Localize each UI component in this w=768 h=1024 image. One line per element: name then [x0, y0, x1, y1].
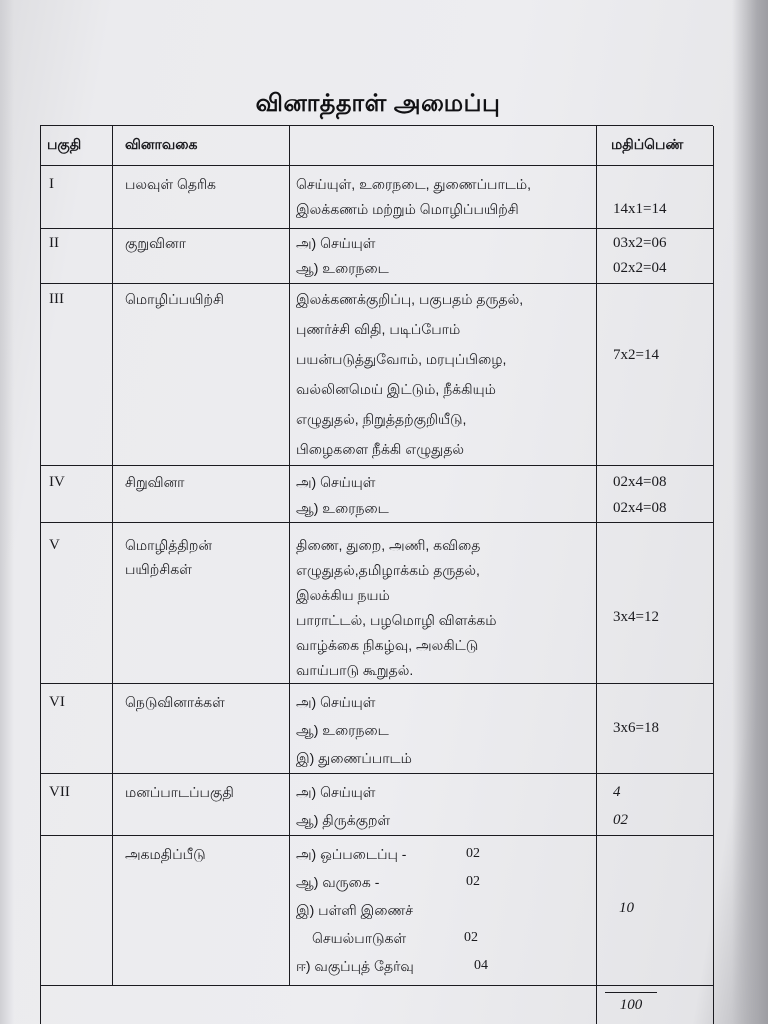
row-1-content-line: செய்யுள், உரைநடை, துணைப்பாடம்,	[296, 176, 532, 192]
row-5-type-line: மொழித்திறன்	[125, 537, 212, 553]
row-4-content-line: அ) செய்யுள்	[296, 474, 376, 490]
row-7-marks	[597, 774, 714, 836]
total-row-blank	[41, 986, 597, 1024]
row-3-type-line: மொழிப்பயிற்சி	[125, 291, 224, 307]
row-5-content-line: வாய்பாடு கூறுதல்.	[296, 662, 414, 678]
row-1-content-line: இலக்கணம் மற்றும் மொழிப்பயிற்சி	[296, 201, 519, 217]
row-4-marks-line: 02x4=08	[613, 500, 667, 516]
row-2-content	[290, 229, 597, 284]
row-5-content-line: பாராட்டல், பழமொழி விளக்கம்	[296, 612, 497, 628]
internal-assessment-value: 02	[464, 930, 478, 945]
row-2-type	[113, 229, 290, 284]
row-3-part: III	[41, 284, 113, 466]
total-cell	[597, 986, 714, 1024]
page-title: வினாத்தாள் அமைப்பு	[255, 90, 501, 117]
internal-assessment-item	[296, 896, 596, 924]
row-6-type-line: நெடுவினாக்கள்	[125, 694, 225, 710]
row-4-content-line: ஆ) உரைநடை	[296, 500, 389, 516]
row-5-content-line: வாழ்க்கை நிகழ்வு, அலகிட்டு	[296, 637, 479, 653]
row-4-type-line: சிறுவினா	[125, 474, 185, 490]
internal-assessment-item	[296, 868, 596, 896]
row-5-marks-line: 3x4=12	[613, 609, 659, 625]
row-8-marks	[597, 836, 714, 986]
row-7-marks-line: 02	[613, 812, 628, 828]
page-edge-shadow-right	[732, 0, 768, 1024]
row-6-content-line: இ) துணைப்பாடம்	[296, 750, 412, 766]
row-3-content-line: இலக்கணக்குறிப்பு, பகுபதம் தருதல்,	[296, 291, 524, 307]
row-6-part: VI	[41, 684, 113, 774]
internal-assessment-value: 02	[466, 846, 480, 861]
row-4-marks-line: 02x4=08	[613, 474, 667, 490]
row-6-content-line: ஆ) உரைநடை	[296, 722, 389, 738]
row-2-part: II	[41, 229, 113, 284]
row-8-marks-line: 10	[619, 900, 634, 916]
row-2-marks-line: 02x2=04	[613, 260, 667, 276]
row-3-content-line: புணர்ச்சி விதி, படிப்போம்	[296, 321, 461, 337]
row-4-content	[290, 466, 597, 523]
row-3-type	[113, 284, 290, 466]
row-2-marks	[597, 229, 714, 284]
row-7-content-line: அ) செய்யுள்	[296, 784, 376, 800]
internal-assessment-label: இ) பள்ளி இணைச்	[296, 902, 414, 918]
row-5-content	[290, 523, 597, 684]
row-5-type-line: பயிற்சிகள்	[125, 561, 192, 577]
row-1-marks-line: 14x1=14	[613, 201, 667, 217]
row-3-content-line: எழுதுதல், நிறுத்தற்குறியீடு,	[296, 411, 467, 427]
internal-assessment-label: செயல்பாடுகள்	[312, 930, 407, 946]
total-marks: 100	[605, 992, 657, 1017]
row-1-type-line: பலவுள் தெரிக	[125, 176, 217, 192]
row-4-part: IV	[41, 466, 113, 523]
row-1-part: I	[41, 166, 113, 229]
row-3-content-line: வல்லினமெய் இட்டும், நீக்கியும்	[296, 381, 496, 397]
row-3-marks-line: 7x2=14	[613, 347, 659, 363]
row-5-part: V	[41, 523, 113, 684]
internal-assessment-item	[296, 924, 596, 952]
row-1-type	[113, 166, 290, 229]
row-7-type-line: மனப்பாடப்பகுதி	[125, 784, 234, 800]
header-question-type: வினாவகை	[113, 126, 290, 166]
row-2-marks-line: 03x2=06	[613, 235, 667, 251]
row-7-content-line: ஆ) திருக்குறள்	[296, 812, 391, 828]
internal-assessment-value: 02	[466, 874, 480, 889]
row-4-type	[113, 466, 290, 523]
row-3-marks	[597, 284, 714, 466]
row-3-content-line: பயன்படுத்துவோம், மரபுப்பிழை,	[296, 351, 507, 367]
row-6-marks	[597, 684, 714, 774]
page-edge-shadow-left	[0, 0, 14, 1024]
row-3-content	[290, 284, 597, 466]
internal-assessment-item	[296, 952, 596, 980]
row-5-content-line: திணை, துறை, அணி, கவிதை	[296, 537, 481, 553]
row-7-part: VII	[41, 774, 113, 836]
row-6-content-line: அ) செய்யுள்	[296, 694, 376, 710]
row-2-type-line: குறுவினா	[125, 235, 186, 251]
header-marks: மதிப்பெண்	[597, 126, 714, 166]
row-8-content	[290, 836, 597, 986]
row-5-marks	[597, 523, 714, 684]
internal-assessment-label: ஈ) வகுப்புத் தேர்வு	[296, 958, 414, 974]
row-7-marks-line: 4	[613, 784, 621, 800]
header-part: பகுதி	[41, 126, 113, 166]
row-4-marks	[597, 466, 714, 523]
row-3-content-line: பிழைகளை நீக்கி எழுதுதல்	[296, 441, 465, 457]
row-2-content-line: ஆ) உரைநடை	[296, 260, 389, 276]
row-6-marks-line: 3x6=18	[613, 720, 659, 736]
row-8-type	[113, 836, 290, 986]
row-5-content-line: எழுதுதல்,தமிழாக்கம் தருதல்,	[296, 562, 480, 578]
row-6-content	[290, 684, 597, 774]
row-8-type-line: அகமதிப்பீடு	[125, 846, 206, 862]
row-5-type	[113, 523, 290, 684]
row-6-type	[113, 684, 290, 774]
row-8-part	[41, 836, 113, 986]
row-1-marks	[597, 166, 714, 229]
header-content	[290, 126, 597, 166]
internal-assessment-label: ஆ) வருகை -	[296, 874, 380, 890]
internal-assessment-value: 04	[474, 958, 488, 973]
row-7-type	[113, 774, 290, 836]
internal-assessment-item	[296, 840, 596, 868]
row-1-content	[290, 166, 597, 229]
row-7-content	[290, 774, 597, 836]
row-2-content-line: அ) செய்யுள்	[296, 235, 376, 251]
row-5-content-line: இலக்கிய நயம்	[296, 587, 390, 603]
question-paper-table	[40, 125, 713, 1024]
internal-assessment-label: அ) ஒப்படைப்பு -	[296, 846, 407, 862]
